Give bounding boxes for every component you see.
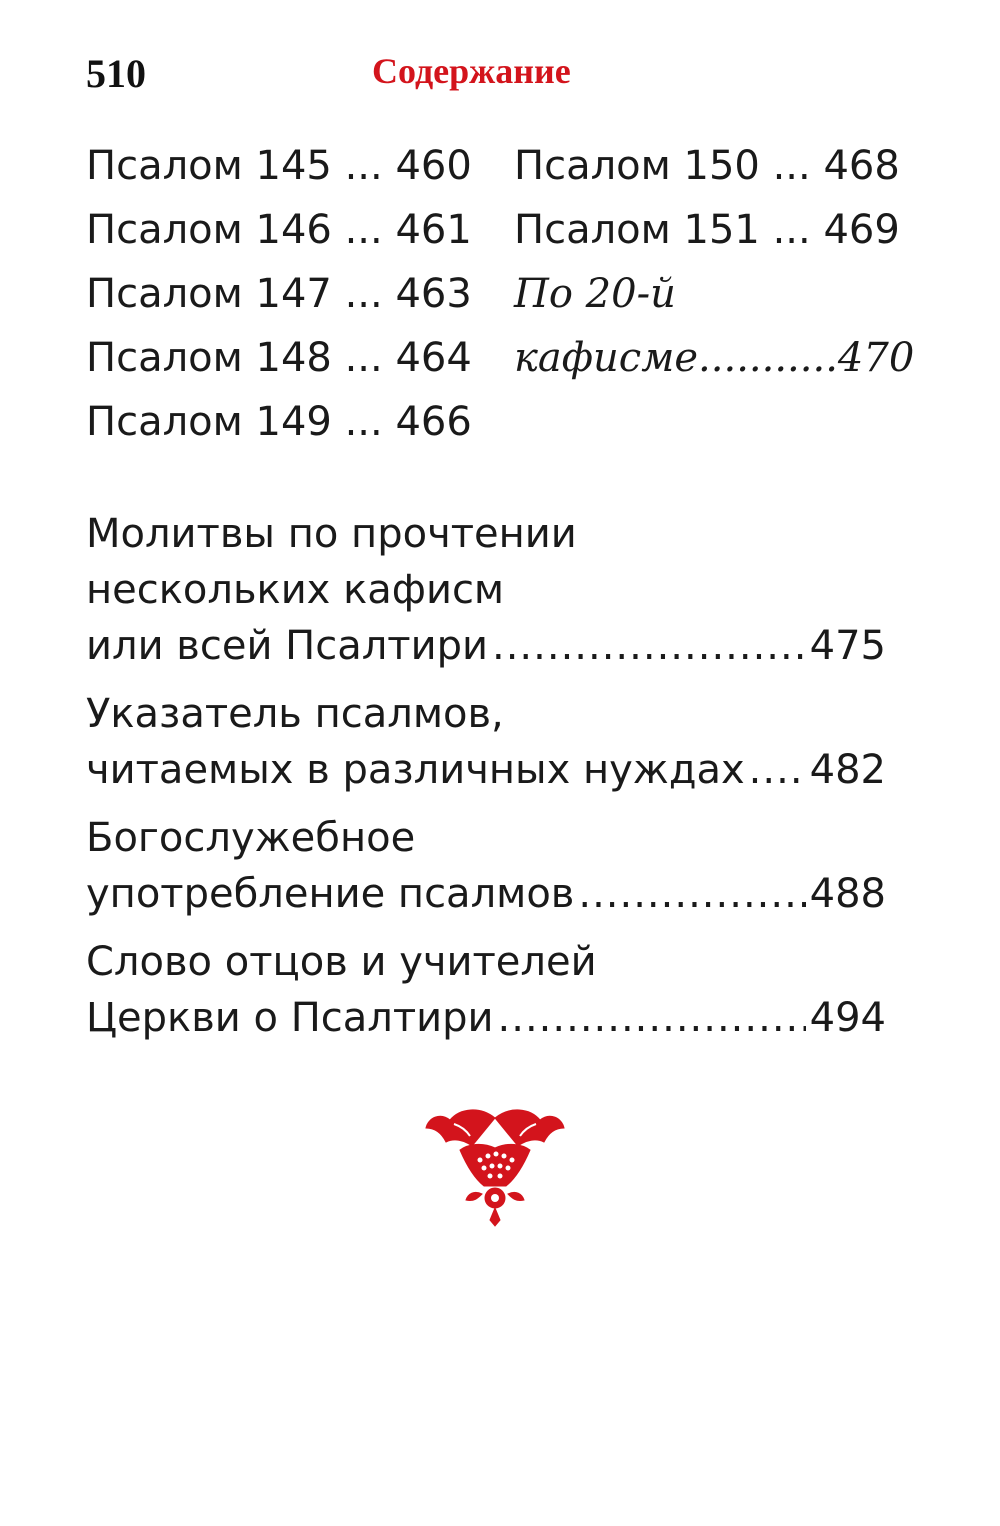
entry-dots: ... bbox=[344, 399, 383, 445]
entry-label: кафисме bbox=[514, 335, 699, 381]
toc-entry[interactable] bbox=[86, 198, 472, 262]
entry-dots bbox=[498, 990, 806, 1046]
entry-label: Псалом 146 bbox=[86, 207, 332, 253]
kathisma-line-2 bbox=[514, 326, 915, 390]
entry-label: Псалом 151 bbox=[514, 207, 760, 253]
entry-dots: ........... bbox=[698, 335, 838, 381]
toc-sections bbox=[86, 506, 886, 1058]
toc-entry-index[interactable] bbox=[86, 686, 886, 798]
entry-dots: ... bbox=[344, 335, 383, 381]
entry-last-line bbox=[86, 866, 886, 922]
entry-page: 466 bbox=[395, 399, 472, 445]
toc-entry-prayers[interactable] bbox=[86, 506, 886, 674]
entry-label: Псалом 148 bbox=[86, 335, 332, 381]
entry-line: нескольких кафисм bbox=[86, 567, 505, 613]
toc-entry[interactable] bbox=[86, 390, 472, 454]
toc-entry[interactable] bbox=[514, 198, 900, 262]
entry-label: употребление псалмов bbox=[86, 871, 575, 917]
entry-line: Указатель псалмов, bbox=[86, 691, 504, 737]
entry-last-line bbox=[86, 742, 886, 798]
toc-entry[interactable] bbox=[86, 326, 472, 390]
page-number: 510 bbox=[86, 51, 146, 96]
toc-entry[interactable] bbox=[86, 134, 472, 198]
entry-dots bbox=[749, 742, 806, 798]
toc-entry[interactable] bbox=[514, 134, 900, 198]
entry-dots: ... bbox=[344, 271, 383, 317]
toc-entry[interactable] bbox=[86, 262, 472, 326]
toc-entry-fathers[interactable] bbox=[86, 934, 886, 1046]
entry-line: Богослужебное bbox=[86, 815, 416, 861]
entry-line: Молитвы по прочтении bbox=[86, 511, 577, 557]
entry-page: 461 bbox=[395, 207, 472, 253]
entry-dots: ... bbox=[772, 143, 811, 189]
entry-page: 469 bbox=[823, 207, 900, 253]
entry-dots: ... bbox=[772, 207, 811, 253]
entry-dots: ... bbox=[344, 207, 383, 253]
kathisma-entry[interactable] bbox=[514, 262, 915, 390]
entry-page: 460 bbox=[395, 143, 472, 189]
entry-dots: ... bbox=[344, 143, 383, 189]
entry-label: Псалом 145 bbox=[86, 143, 332, 189]
entry-page: 494 bbox=[809, 995, 886, 1041]
toc-entry-liturgical[interactable] bbox=[86, 810, 886, 922]
entry-page: 488 bbox=[809, 871, 886, 917]
entry-label: Псалом 147 bbox=[86, 271, 332, 317]
psalm-list-left bbox=[86, 134, 472, 454]
entry-last-line bbox=[86, 618, 886, 674]
entry-page: 470 bbox=[837, 335, 915, 381]
entry-page: 475 bbox=[809, 623, 886, 669]
entry-label: Церкви о Псалтири bbox=[86, 995, 494, 1041]
floral-vignette-icon bbox=[420, 1098, 570, 1228]
kathisma-line-1: По 20-й bbox=[514, 271, 676, 317]
entry-page: 468 bbox=[823, 143, 900, 189]
entry-label: Псалом 149 bbox=[86, 399, 332, 445]
entry-label: читаемых в различных нуждах bbox=[86, 747, 745, 793]
entry-page: 463 bbox=[395, 271, 472, 317]
entry-line: Слово отцов и учителей bbox=[86, 939, 597, 985]
entry-page: 464 bbox=[395, 335, 472, 381]
entry-dots bbox=[492, 618, 806, 674]
entry-label: или всей Псалтири bbox=[86, 623, 488, 669]
entry-last-line bbox=[86, 990, 886, 1046]
section-title: Содержание bbox=[372, 51, 571, 91]
entry-label: Псалом 150 bbox=[514, 143, 760, 189]
psalm-list-right bbox=[514, 134, 915, 390]
entry-page: 482 bbox=[809, 747, 886, 793]
entry-dots bbox=[578, 866, 805, 922]
